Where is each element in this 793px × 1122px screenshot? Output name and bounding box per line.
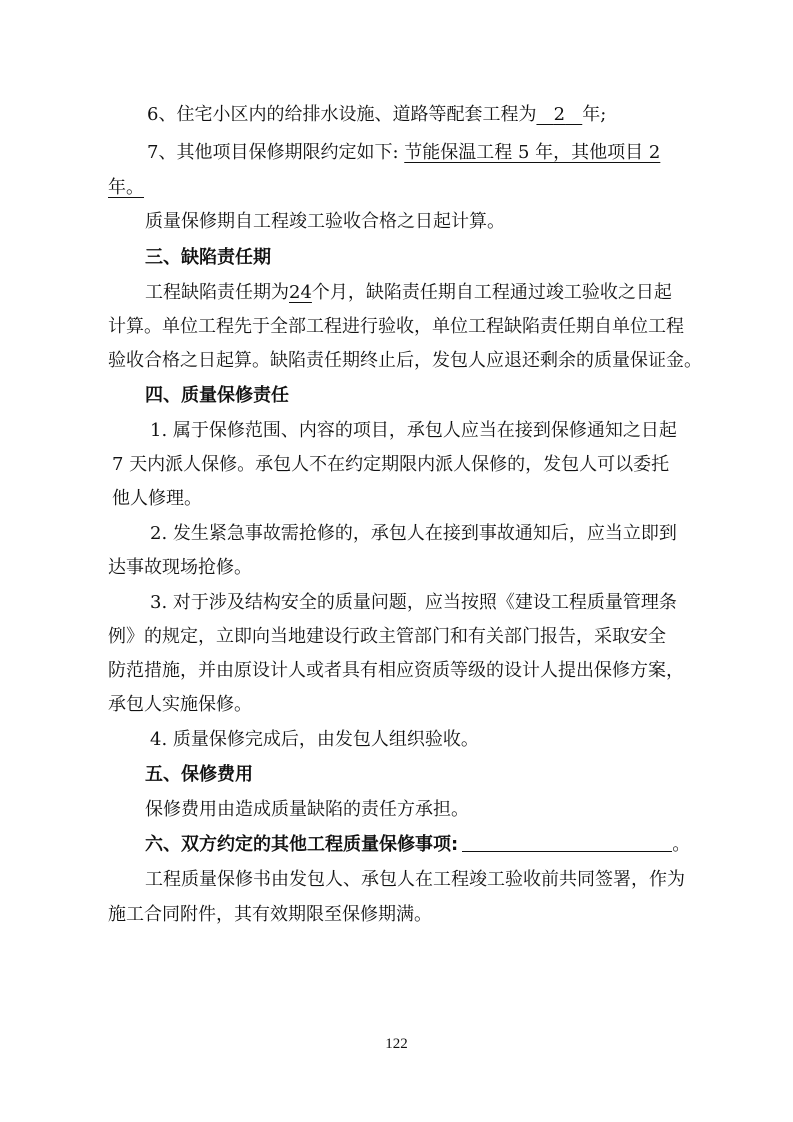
section-6-end: 。 <box>672 834 691 855</box>
s4-item-3-line-4: 承包人实施保修。 <box>108 694 252 715</box>
other-matters-blank <box>462 833 672 852</box>
s4-item-1-line-3: 他人修理。 <box>112 488 202 509</box>
item-7-value-cont: 年。 <box>108 177 144 198</box>
section-4-heading: 四、质量保修责任 <box>145 385 289 406</box>
s4-item-4-line-1: 4. 质量保修完成后，由发包人组织验收。 <box>150 729 479 750</box>
item-6-text: 6、住宅小区内的给排水设施、道路等配套工程为 <box>147 104 537 125</box>
section-6-line <box>0 832 793 858</box>
s4-item-2-line-1: 2. 发生紧急事故需抢修的，承包人在接到事故通知后，应当立即到 <box>150 523 677 544</box>
section-5-heading: 五、保修费用 <box>145 764 253 785</box>
s4-item-3-line-3: 防范措施，并由原设计人或者具有相应资质等级的设计人提出保修方案， <box>108 660 684 681</box>
item-6 <box>0 102 793 128</box>
item-7 <box>0 140 793 166</box>
page-number: 122 <box>385 1036 408 1052</box>
s4-item-3-line-1: 3. 对于涉及结构安全的质量问题，应当按照《建设工程质量管理条 <box>150 592 677 613</box>
section-6-heading: 六、双方约定的其他工程质量保修事项: <box>145 834 459 855</box>
s4-item-2-line-2: 达事故现场抢修。 <box>108 557 252 578</box>
defect-period-line-2: 计算。单位工程先于全部工程进行验收，单位工程缺陷责任期自单位工程 <box>108 316 684 337</box>
item-7-text: 7、其他项目保修期限约定如下: <box>147 142 405 163</box>
repair-cost-text: 保修费用由造成质量缺陷的责任方承担。 <box>145 799 469 820</box>
closing-line-1: 工程质量保修书由发包人、承包人在工程竣工验收前共同签署，作为 <box>145 869 685 890</box>
s4-item-1-line-1: 1. 属于保修范围、内容的项目，承包人应当在接到保修通知之日起 <box>150 420 677 441</box>
section-3-heading: 三、缺陷责任期 <box>145 247 271 268</box>
s4-item-1-line-2: 7 天内派人保修。承包人不在约定期限内派人保修的，发包人可以委托 <box>112 454 670 475</box>
item-7-value: 节能保温工程 5 年，其他项目 2 <box>404 142 661 163</box>
defect-period-value: 24 <box>289 282 312 303</box>
s4-item-3-line-2: 例》的规定，立即向当地建设行政主管部门和有关部门报告，采取安全 <box>108 626 666 647</box>
item-6-value: 2 <box>553 104 566 125</box>
defect-period-text: 工程缺陷责任期为 <box>145 282 289 303</box>
defect-period-line-3: 验收合格之日起算。缺陷责任期终止后，发包人应退还剩余的质量保证金。 <box>108 350 702 371</box>
defect-period-line-1 <box>0 280 793 306</box>
item-6-suffix: 年; <box>582 104 607 125</box>
defect-period-text-2: 个月，缺陷责任期自工程通过竣工验收之日起 <box>311 282 672 303</box>
closing-line-2: 施工合同附件，其有效期限至保修期满。 <box>108 904 432 925</box>
item-7-cont <box>0 175 793 201</box>
warranty-start-note: 质量保修期自工程竣工验收合格之日起计算。 <box>145 211 505 232</box>
